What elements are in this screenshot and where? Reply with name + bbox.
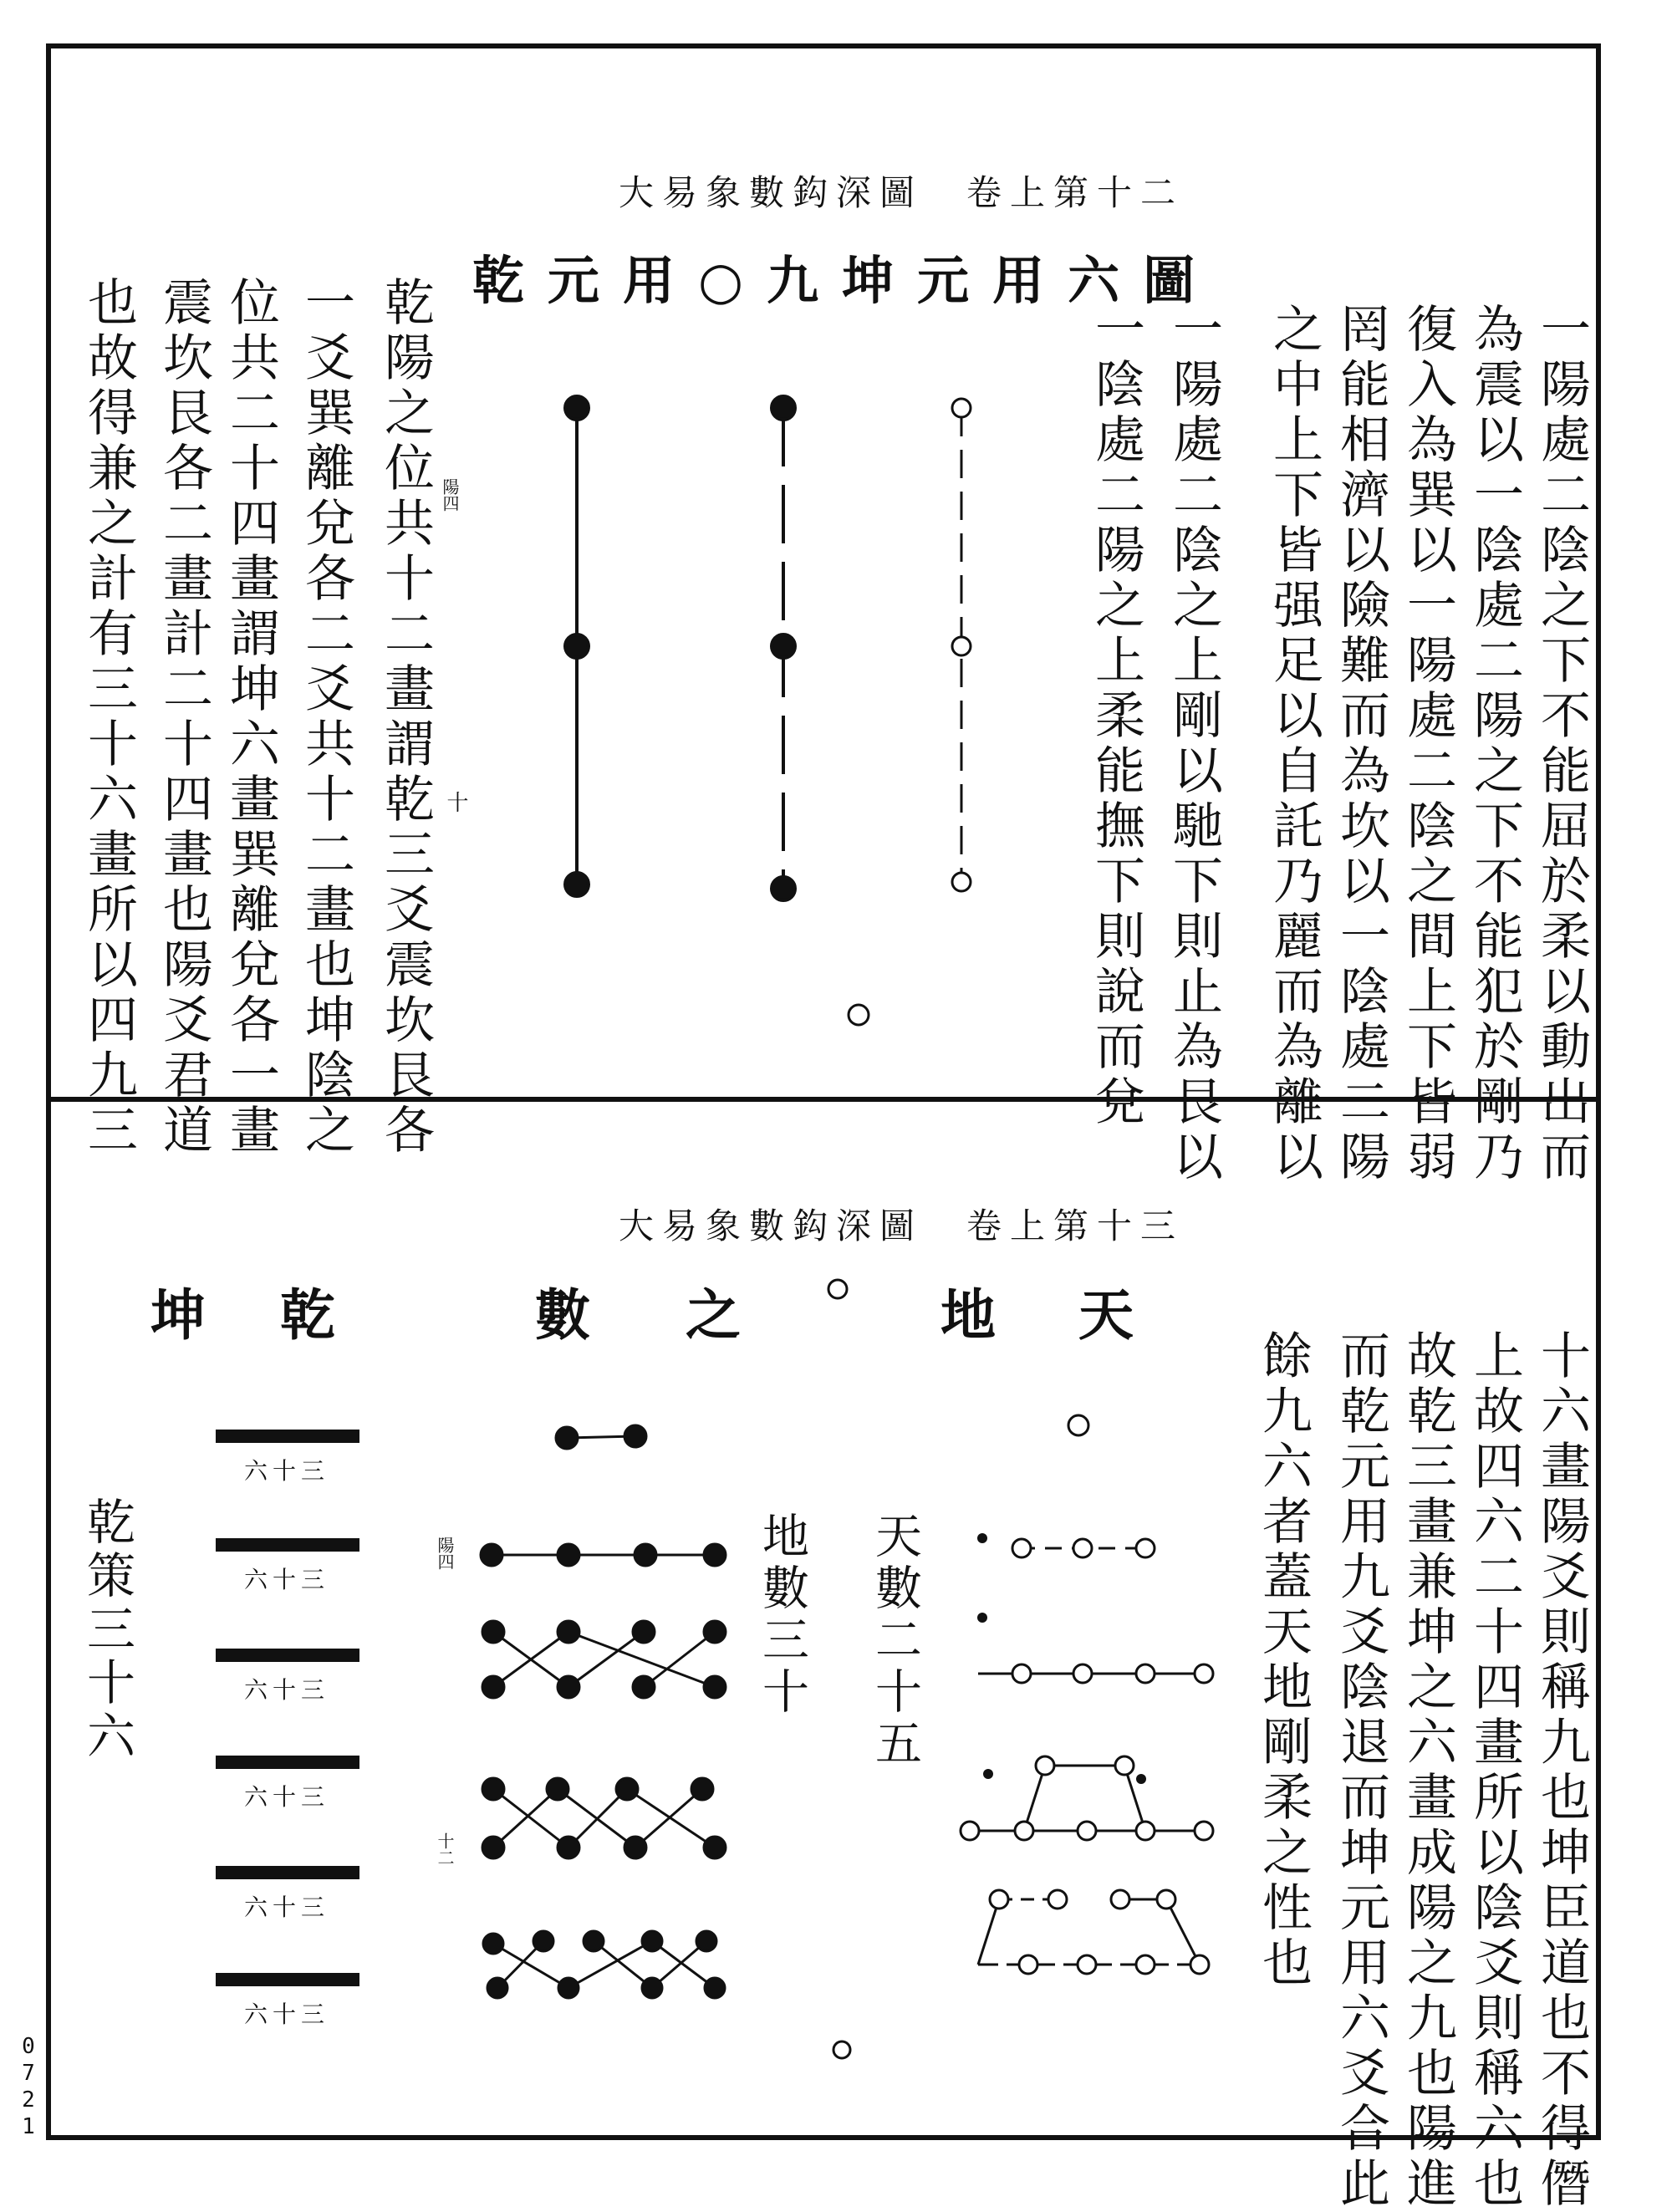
tian-shu-label: 天數二十五 — [868, 1511, 922, 1771]
hollow-dot — [1136, 1539, 1155, 1557]
top-right-col-7: 一陰處二陽之上柔能撫下則說而兌 — [1087, 303, 1145, 1130]
bar-6 — [216, 1973, 359, 1986]
hollow-dot — [1136, 1664, 1155, 1683]
solid-dot — [772, 635, 795, 658]
solid-dot — [558, 1676, 579, 1698]
bottom-right-col-4: 而乾元用九爻陰退而坤元用六爻合此 — [1332, 1329, 1390, 2212]
solid-dot — [642, 1931, 662, 1951]
small-black-dots — [977, 1533, 1146, 1784]
solid-dot — [558, 1621, 579, 1643]
row4-cross — [568, 1789, 627, 1848]
label-shu: 數 — [535, 1282, 590, 1348]
solid-dot — [558, 1837, 579, 1858]
bar-label-4: 六十三 — [244, 1783, 330, 1811]
hollow-dot — [1111, 1890, 1129, 1909]
hollow-dot — [961, 1822, 979, 1840]
top-left-col-2: 一爻巽離兌各二爻共十二畫也坤陰之 — [297, 276, 355, 1159]
solid-dot — [691, 1778, 713, 1800]
hollow-dot — [1190, 1955, 1209, 1974]
solid-dot — [487, 1978, 507, 1998]
solid-dot — [565, 873, 589, 896]
top-right-col-6: 一陽處二陰之上剛以馳下則止為艮以 — [1165, 303, 1223, 1185]
bar-5 — [216, 1866, 359, 1879]
bar-3 — [216, 1649, 359, 1662]
solid-dot — [482, 1778, 504, 1800]
row3-cross — [644, 1632, 715, 1687]
solid-dot — [772, 396, 795, 420]
top-left-col-1: 乾陽之位共十二畫謂乾三爻震坎艮各 — [376, 276, 435, 1159]
top-left-col-4: 震坎艮各二畫計二十四畫也陽爻君道 — [155, 276, 213, 1159]
label-zhi: 之 — [686, 1282, 741, 1348]
kun-yin-dashed-diagram — [952, 399, 971, 891]
hollow-dot — [1136, 1955, 1155, 1974]
bar-2 — [216, 1538, 359, 1552]
hollow-dot — [1078, 1822, 1096, 1840]
hollow-dot — [1073, 1539, 1092, 1557]
top-title: 乾元用○九坤元用六圖 — [472, 250, 1219, 311]
hollow-dot — [1012, 1539, 1031, 1557]
solid-dot — [482, 1621, 504, 1643]
hollow-dot — [1019, 1955, 1037, 1974]
hollow-dot — [1015, 1822, 1033, 1840]
top-right-col-4: 罔能相濟以險難而為坎以一陰處二陽 — [1332, 303, 1390, 1185]
hollow-dot — [1036, 1756, 1054, 1775]
top-left-col-3: 位共二十四畫謂坤六畫巽離兌各一畫 — [222, 276, 280, 1159]
solid-dot — [704, 1837, 726, 1858]
qian-yang-line-diagram — [565, 396, 589, 896]
top-header: 大易象數鈎深圖 卷上第十二 — [619, 172, 1185, 213]
bottom-right-col-2: 上故四六二十四畫所以陰爻則稱六也 — [1466, 1329, 1524, 2212]
bottom-right-col-5: 餘九六者蓋天地剛柔之性也 — [1254, 1329, 1313, 1991]
bar-label-5: 六十三 — [244, 1893, 330, 1921]
hollow-dot — [1078, 1955, 1096, 1974]
stray-hollow-dot-bottom — [833, 2041, 850, 2058]
solid-dot — [565, 396, 589, 420]
small-dot — [1136, 1774, 1146, 1784]
solid-dot — [481, 1544, 502, 1566]
label-tian: 天 — [1078, 1282, 1134, 1348]
row5-right — [1166, 1899, 1200, 1965]
bottom-note-twelve: 十二 — [435, 1832, 455, 1866]
label-qian: 乾 — [280, 1282, 335, 1348]
row3-cross — [568, 1632, 644, 1687]
solid-dot — [633, 1621, 655, 1643]
solid-dot — [624, 1425, 646, 1447]
qian-kun-bars — [216, 1430, 359, 1986]
solid-dot — [705, 1978, 725, 1998]
bottom-right-col-1: 十六畫陽爻則稱九也坤臣道也不得僭 — [1532, 1329, 1591, 2212]
solid-dot — [642, 1978, 662, 1998]
hollow-dot — [1068, 1415, 1088, 1435]
bar-label-2: 六十三 — [244, 1566, 330, 1593]
label-di: 地 — [940, 1282, 996, 1348]
hollow-dot — [1195, 1664, 1213, 1683]
bar-1 — [216, 1430, 359, 1443]
hollow-dot — [1195, 1822, 1213, 1840]
hollow-dot — [1115, 1756, 1134, 1775]
bottom-right-col-3: 故乾三畫兼坤之六畫成陽之九也陽進 — [1399, 1329, 1457, 2212]
hollow-dot — [1073, 1664, 1092, 1683]
page-number-digit-4: 1 — [22, 2114, 35, 2139]
bottom-note-yang-four: 陽四 — [435, 1537, 455, 1570]
top-right-col-5: 之中上下皆强足以自託乃麗而為離以 — [1265, 303, 1323, 1185]
solid-dot — [556, 1427, 578, 1449]
hollow-dot — [1136, 1822, 1155, 1840]
row4-cross — [635, 1789, 702, 1848]
solid-dot — [558, 1978, 579, 1998]
solid-dot — [558, 1544, 579, 1566]
bar-4 — [216, 1756, 359, 1769]
solid-dot — [533, 1931, 553, 1951]
hollow-dot — [952, 399, 971, 417]
label-kun: 坤 — [150, 1282, 206, 1348]
top-right-col-2: 為震以一陰處二陽之下不能犯於剛乃 — [1466, 303, 1524, 1185]
hollow-dot — [952, 637, 971, 655]
top-note-ten: 十 — [443, 791, 468, 813]
solid-dot — [704, 1544, 726, 1566]
tian-di-hollow-diagram — [961, 1415, 1213, 1974]
top-note-yang-four: 陽四 — [440, 478, 460, 512]
hollow-dot — [1157, 1890, 1175, 1909]
bar-label-6: 六十三 — [244, 2000, 330, 2028]
solid-dot — [482, 1676, 504, 1698]
page-number-digit-2: 7 — [22, 2061, 35, 2086]
solid-dot — [772, 877, 795, 900]
top-right-col-3: 復入為巽以一陽處二陰之間上下皆弱 — [1399, 303, 1457, 1185]
bar-label-3: 六十三 — [244, 1676, 330, 1704]
solid-dot — [482, 1837, 504, 1858]
di-shu-label: 地數三十 — [755, 1511, 809, 1719]
middle-yang-dashed-diagram — [772, 396, 795, 900]
solid-dot — [547, 1778, 568, 1800]
solid-dot — [635, 1544, 656, 1566]
solid-dot — [483, 1934, 503, 1954]
hollow-dot — [990, 1890, 1008, 1909]
title-hollow-dot — [828, 1280, 847, 1298]
bar-label-1: 六十三 — [244, 1457, 330, 1485]
solid-dot — [633, 1676, 655, 1698]
page-number-digit-3: 2 — [22, 2087, 35, 2113]
solid-dot — [616, 1778, 638, 1800]
top-right-col-1: 一陽處二陰之下不能屈於柔以動出而 — [1532, 303, 1591, 1185]
solid-dot — [584, 1931, 604, 1951]
solid-dot — [704, 1676, 726, 1698]
solid-dot — [565, 635, 589, 658]
small-dot — [977, 1533, 987, 1543]
hollow-dot — [1048, 1890, 1067, 1909]
small-dot — [983, 1769, 993, 1779]
hollow-dot — [952, 873, 971, 891]
small-dot — [977, 1613, 987, 1623]
qian-ce-label: 乾策三十六 — [79, 1496, 135, 1764]
yang-number-diagram — [481, 1425, 726, 1998]
hollow-dot — [1012, 1664, 1031, 1683]
solid-dot — [696, 1931, 716, 1951]
row5-cross — [568, 1941, 652, 1988]
solid-dot — [704, 1621, 726, 1643]
stray-hollow-dot — [849, 1005, 869, 1025]
top-left-col-5: 也故得兼之計有三十六畫所以四九三 — [79, 276, 138, 1159]
solid-dot — [624, 1837, 646, 1858]
bottom-header: 大易象數鈎深圖 卷上第十三 — [619, 1205, 1185, 1246]
page-number-digit-1: 0 — [22, 2034, 35, 2059]
